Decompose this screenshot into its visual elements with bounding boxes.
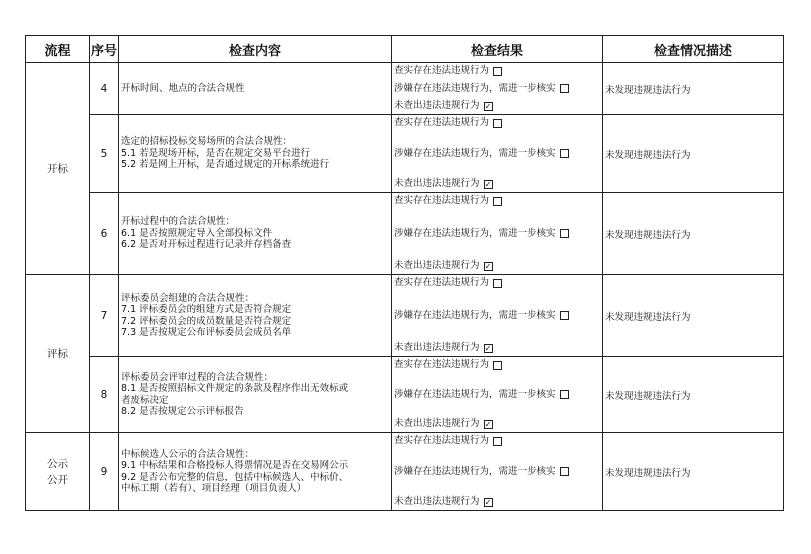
checkbox-icon[interactable] <box>560 229 569 238</box>
row-number: 5 <box>90 115 119 193</box>
stage-cell <box>26 433 90 511</box>
content-line: 中标候选人公示的合法合规性： <box>121 448 255 460</box>
check-content <box>119 115 392 193</box>
content-line: 者废标决定 <box>121 394 169 406</box>
row-number: 6 <box>90 193 119 275</box>
check-result <box>392 275 603 357</box>
checkbox-icon[interactable] <box>560 84 569 93</box>
stage-label: 开标 <box>47 162 68 175</box>
checked-box-icon[interactable]: ✓ <box>484 497 492 507</box>
check-result <box>392 193 603 275</box>
content-line: 8.2 是否按规定公示评标报告 <box>121 406 244 417</box>
result-option-none <box>394 260 602 272</box>
inspection-table <box>25 35 784 511</box>
checked-box-icon[interactable]: ✓ <box>484 343 492 353</box>
checkbox-icon[interactable] <box>493 119 502 128</box>
check-content <box>119 193 392 275</box>
header-desc: 检查情况描述 <box>603 36 784 63</box>
result-option-found <box>394 435 602 447</box>
result-option-label: 未查出违法违规行为 <box>394 178 480 189</box>
check-result <box>392 63 603 115</box>
result-option-found <box>394 277 602 289</box>
content-line: 选定的招标投标交易场所的合法合规性： <box>121 136 293 148</box>
checkbox-icon[interactable] <box>493 197 502 206</box>
result-option-label: 未查出违法违规行为 <box>394 418 480 429</box>
result-option-none <box>394 178 602 190</box>
result-option-label: 涉嫌存在违法违规行为，需进一步核实 <box>394 82 556 94</box>
stage-label: 公开 <box>47 473 68 486</box>
check-content <box>119 357 392 433</box>
table-row <box>26 193 784 275</box>
check-description: 未发现违规违法行为 <box>603 63 784 115</box>
checked-box-icon[interactable]: ✓ <box>484 419 492 429</box>
checkbox-icon[interactable] <box>493 437 502 446</box>
result-option-label: 涉嫌存在违法违规行为，需进一步核实 <box>394 388 556 400</box>
check-content <box>119 63 392 115</box>
checkbox-icon[interactable] <box>560 390 569 399</box>
content-line: 6.1 是否按照规定导入全部投标文件 <box>121 227 273 239</box>
checkbox-icon[interactable] <box>560 149 569 158</box>
table-row <box>26 63 784 115</box>
table-row <box>26 275 784 357</box>
result-option-label: 涉嫌存在违法违规行为，需进一步核实 <box>394 147 556 159</box>
header-result: 检查结果 <box>392 36 603 63</box>
check-content <box>119 275 392 357</box>
content-line: 5.2 若是网上开标，是否通过规定的开标系统进行 <box>121 159 330 171</box>
stage-label: 评标 <box>47 347 68 360</box>
result-option-label: 查实存在违法违规行为 <box>394 65 490 76</box>
content-line: 9.1 中标结果和合格投标人得票情况是否在交易网公示 <box>121 460 349 471</box>
result-option-none <box>394 342 602 354</box>
result-option-label: 查实存在违法违规行为 <box>394 195 490 206</box>
result-option-label: 未查出违法违规行为 <box>394 496 480 507</box>
checkbox-icon[interactable] <box>560 311 569 320</box>
row-number: 9 <box>90 433 119 511</box>
result-option-found <box>394 117 602 129</box>
content-line: 开标时间、地点的合法合规性 <box>121 82 245 94</box>
header-row <box>26 36 784 63</box>
content-line: 评标委员会评审过程的合法合规性： <box>121 371 274 383</box>
stage-cell <box>26 63 90 275</box>
result-option-label: 查实存在违法违规行为 <box>394 435 490 446</box>
result-option-suspect <box>394 389 602 401</box>
result-option-label: 查实存在违法违规行为 <box>394 277 490 288</box>
result-option-suspect <box>394 310 602 322</box>
result-option-found <box>394 359 602 371</box>
result-option-found <box>394 195 602 207</box>
checked-box-icon[interactable]: ✓ <box>484 179 492 189</box>
result-option-suspect <box>394 466 602 478</box>
result-option-label: 查实存在违法违规行为 <box>394 117 490 128</box>
check-content <box>119 433 392 511</box>
result-option-none <box>394 418 602 430</box>
checkbox-icon[interactable] <box>493 279 502 288</box>
result-option-none <box>394 100 602 112</box>
check-description: 未发现违规违法行为 <box>603 433 784 511</box>
result-option-label: 查实存在违法违规行为 <box>394 359 490 370</box>
table-row <box>26 115 784 193</box>
check-description: 未发现违规违法行为 <box>603 357 784 433</box>
check-result <box>392 115 603 193</box>
content-line: 7.1 评标委员会的组建方式是否符合规定 <box>121 304 292 315</box>
content-line: 5.1 若是现场开标，是否在规定交易平台进行 <box>121 147 311 159</box>
stage-cell <box>26 275 90 433</box>
check-result <box>392 433 603 511</box>
result-option-label: 未查出违法违规行为 <box>394 100 480 111</box>
content-line: 7.2 评标委员会的成员数量是否符合规定 <box>121 315 292 327</box>
header-stage: 流程 <box>26 36 90 63</box>
result-option-label: 未查出违法违规行为 <box>394 342 480 353</box>
content-line: 开标过程中的合法合规性： <box>121 216 236 228</box>
stage-label: 公示 <box>47 457 68 470</box>
header-num: 序号 <box>90 36 119 63</box>
result-option-suspect <box>394 83 602 95</box>
header-content: 检查内容 <box>119 36 392 63</box>
check-description: 未发现违规违法行为 <box>603 275 784 357</box>
content-line: 9.2 是否公布完整的信息，包括中标候选人、中标价、 <box>121 471 349 483</box>
checked-box-icon[interactable]: ✓ <box>484 101 492 111</box>
content-line: 8.1 是否按照招标文件规定的条款及程序作出无效标或 <box>121 383 349 394</box>
checkbox-icon[interactable] <box>493 361 502 370</box>
content-line: 6.2 是否对开标过程进行记录并存档备查 <box>121 239 292 251</box>
result-option-label: 涉嫌存在违法违规行为，需进一步核实 <box>394 465 556 477</box>
row-number: 4 <box>90 63 119 115</box>
row-number: 8 <box>90 357 119 433</box>
content-line: 7.3 是否按规定公布评标委员会成员名单 <box>121 327 292 338</box>
result-option-suspect <box>394 228 602 240</box>
checkbox-icon[interactable] <box>560 467 569 476</box>
table-row <box>26 357 784 433</box>
checked-box-icon[interactable]: ✓ <box>484 261 492 271</box>
row-number: 7 <box>90 275 119 357</box>
result-option-found <box>394 65 602 77</box>
content-line: 评标委员会组建的合法合规性： <box>121 292 255 304</box>
result-option-label: 涉嫌存在违法违规行为，需进一步核实 <box>394 309 556 321</box>
result-option-label: 未查出违法违规行为 <box>394 260 480 271</box>
check-description: 未发现违规违法行为 <box>603 193 784 275</box>
content-line: 中标工期（若有）、项目经理（项目负责人） <box>121 483 307 494</box>
check-description: 未发现违规违法行为 <box>603 115 784 193</box>
result-option-none <box>394 496 602 508</box>
result-option-label: 涉嫌存在违法违规行为，需进一步核实 <box>394 227 556 239</box>
check-result <box>392 357 603 433</box>
table-row <box>26 433 784 511</box>
result-option-suspect <box>394 148 602 160</box>
checkbox-icon[interactable] <box>493 67 502 76</box>
